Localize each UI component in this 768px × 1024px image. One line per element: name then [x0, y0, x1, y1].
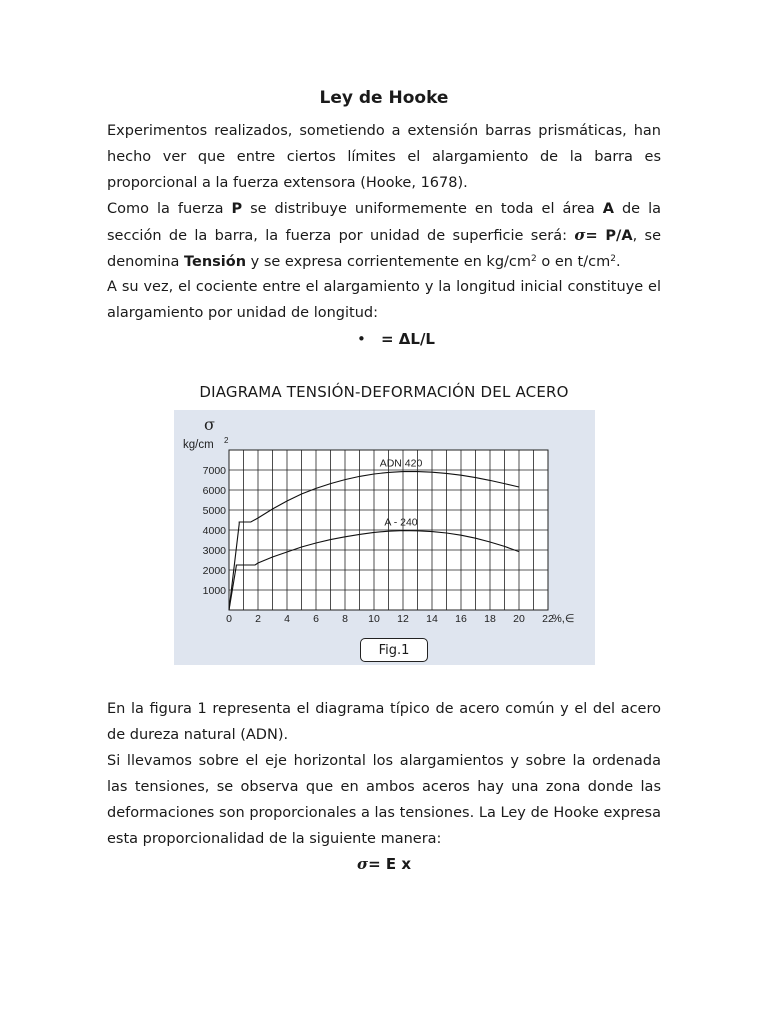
hooke-formula	[0, 855, 768, 873]
x-tick-label: 8	[342, 613, 348, 625]
paragraph-hooke-law: Si llevamos sobre el eje horizontal los alargamientos y sobre la ordenada las tensiones, se observa que en ambos aceros hay una zona donde las deformaciones son proporcionales a las tensiones. La Ley de Hooke expresa esta proporcionalidad de la siguiente manera:	[107, 753, 661, 847]
y-tick-label: 1000	[202, 585, 226, 597]
x-tick-label: 0	[226, 613, 232, 625]
chart-svg	[174, 410, 595, 665]
strain-formula	[357, 330, 435, 348]
y-tick-label: 3000	[202, 545, 226, 557]
text-fragment: de la sección de la barra, la fuerza por unidad de superficie será:	[107, 201, 661, 244]
text-fragment: , se denomina	[107, 228, 662, 270]
symbol-a: A	[602, 201, 614, 217]
formula-stress: = P/A	[585, 228, 633, 244]
x-tick-label: 14	[426, 613, 438, 625]
y-tick-label: 4000	[202, 525, 226, 537]
superscript: 2	[610, 254, 616, 264]
x-tick-label: 20	[513, 613, 525, 625]
paragraph-figure-description: En la figura 1 representa el diagrama típico de acero común y el del acero de dureza natural (ADN).	[107, 701, 661, 743]
series-label: ADN 420	[379, 457, 423, 470]
x-tick-label: 16	[455, 613, 467, 625]
stress-strain-chart	[174, 410, 595, 665]
sigma-symbol: σ	[357, 855, 369, 873]
hooke-formula-text: = E x	[368, 855, 411, 873]
strain-formula-text: = ΔL/L	[381, 330, 435, 348]
y-tick-label: 5000	[202, 505, 226, 517]
x-tick-label: 10	[368, 613, 380, 625]
sigma-symbol: σ	[574, 226, 586, 244]
page-title: Ley de Hooke	[319, 88, 449, 108]
paragraph-tension	[107, 196, 661, 275]
text-fragment: .	[615, 254, 621, 270]
x-tick-label: 6	[313, 613, 319, 625]
y-axis-unit: kg/cm	[183, 439, 214, 451]
figure-label: Fig.1	[360, 638, 428, 662]
text-fragment: y se expresa corrientemente en kg/cm	[246, 254, 532, 270]
x-tick-label: 12	[397, 613, 409, 625]
bullet-marker: •	[357, 330, 366, 348]
x-axis-label: %,∈	[552, 613, 575, 625]
y-axis-unit-sup: 2	[224, 436, 229, 445]
term-tension: Tensión	[184, 254, 247, 270]
x-tick-label: 18	[484, 613, 496, 625]
diagram-title: DIAGRAMA TENSIÓN-DEFORMACIÓN DEL ACERO	[199, 383, 569, 401]
y-tick-label: 2000	[202, 565, 226, 577]
text-fragment: Como la fuerza	[107, 201, 232, 217]
y-tick-label: 7000	[202, 465, 226, 477]
y-tick-label: 6000	[202, 485, 226, 497]
paragraph-strain: A su vez, el cociente entre el alargamiento y la longitud inicial constituye el alargamiento por unidad de longitud:	[107, 279, 661, 321]
x-tick-label: 4	[284, 613, 290, 625]
y-axis-symbol: σ	[204, 415, 215, 434]
symbol-p: P	[231, 201, 243, 217]
x-tick-label: 22	[542, 613, 554, 625]
text-fragment: o en t/cm	[536, 254, 611, 270]
superscript: 2	[531, 254, 537, 264]
series-label: A - 240	[384, 516, 418, 529]
paragraph-intro: Experimentos realizados, sometiendo a extensión barras prismáticas, han hecho ver que entre ciertos límites el alargamiento de la barra es proporcional a la fuerza extensora (Hooke, 1678).	[107, 123, 661, 191]
x-tick-label: 2	[255, 613, 261, 625]
text-fragment: se distribuye uniformemente en toda el área	[242, 201, 603, 217]
